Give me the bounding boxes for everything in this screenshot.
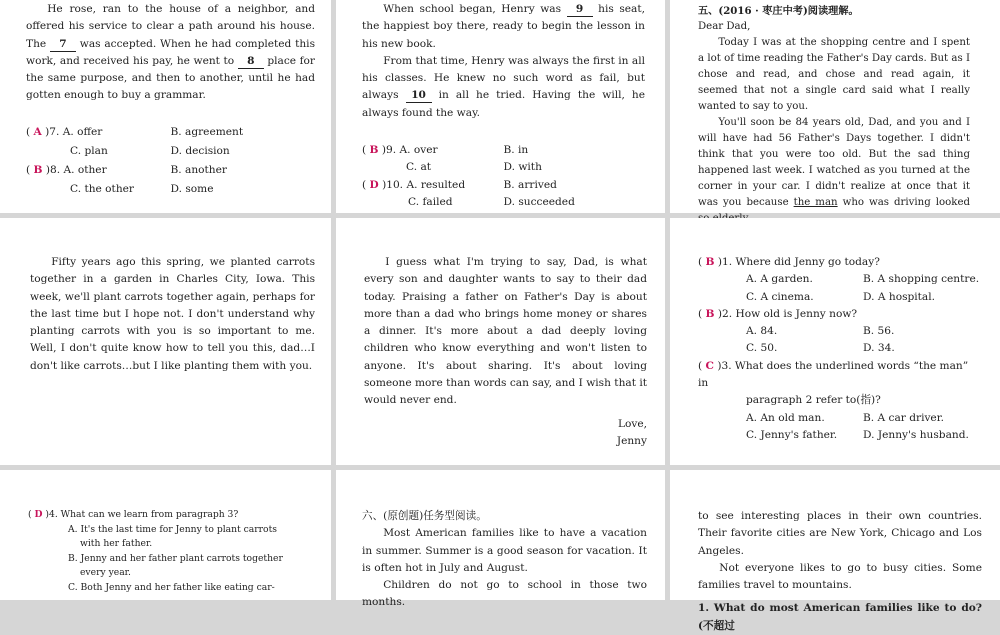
panel-letter-para3 bbox=[0, 218, 331, 465]
option-c: C. Jenny's father. bbox=[746, 428, 838, 441]
option-a: A. offer bbox=[62, 125, 103, 138]
option-d: D. some bbox=[170, 182, 214, 195]
panel-task-reading-cont bbox=[670, 470, 1000, 632]
answer-10: D bbox=[369, 178, 379, 191]
blank-9: 9 bbox=[567, 3, 593, 17]
option-c: C. plan bbox=[70, 144, 108, 157]
option-c: C. failed bbox=[408, 195, 453, 208]
option-c: C. A cinema. bbox=[746, 290, 814, 303]
question-7: ( A )7. A. offer B. agreement C. plan D. decision bbox=[26, 123, 315, 161]
question-3-stem-cont: paragraph 2 refer to(指)? bbox=[746, 394, 881, 407]
option-c: C. at bbox=[406, 161, 432, 174]
option-b: B. Jenny and her father plant carrots together bbox=[68, 552, 283, 564]
answer-8: B bbox=[33, 163, 43, 176]
option-a: A. other bbox=[63, 163, 107, 176]
option-b: B. A car driver. bbox=[863, 411, 944, 424]
option-a: A. resulted bbox=[406, 178, 466, 191]
letter-paragraph-3: Fifty years ago this spring, we planted carrots together in a garden in Charles City, Iowa. This week, we'll plant carrots together again, perhaps for the last time but I hope not. I don't understand why planting carrots with you is so important to me. Well, I don't quite know how to tell you this, dad…I don't like carrots…but I like planting them with you. bbox=[30, 256, 315, 372]
passage-text: his seat, the happiest boy there, ready to begin the lesson in his new book. bbox=[362, 3, 645, 50]
panel-cloze-part2 bbox=[336, 0, 665, 213]
blank-7: 7 bbox=[50, 38, 76, 52]
answer-4: D bbox=[34, 509, 43, 520]
panel-reading-letter bbox=[670, 0, 1000, 213]
option-b: B. 56. bbox=[863, 325, 895, 338]
passage-text: in all he tried. Having the will, he always found the way. bbox=[362, 89, 645, 119]
task-paragraph-2: Children do not go to school in those two months. bbox=[362, 579, 647, 609]
option-a: A. It's the last time for Jenny to plant carrots bbox=[68, 523, 277, 535]
option-d: D. with bbox=[503, 161, 542, 174]
option-a: A. over bbox=[399, 144, 438, 157]
letter-paragraph-1: Today I was at the shopping centre and I spent a lot of time reading the Father's Day cards. But as I chose and read, and chose and read again, it seemed that not a single card said what I really wanted to say to you. bbox=[698, 37, 970, 112]
option-d: D. decision bbox=[170, 144, 230, 157]
option-a: A. An old man. bbox=[746, 411, 825, 424]
letter-signature: Jenny bbox=[616, 434, 647, 447]
letter-closing: Love, bbox=[617, 417, 647, 430]
answer-9: B bbox=[369, 144, 379, 157]
answer-1: B bbox=[705, 256, 715, 268]
question-2: ( B )2. How old is Jenny now? A. 84. B. 56. C. 50. D. 34. bbox=[698, 306, 980, 358]
option-b: B. in bbox=[503, 144, 529, 157]
letter-greeting: Dear Dad, bbox=[698, 21, 751, 32]
cloze-passage-3 bbox=[362, 53, 645, 122]
option-b: B. agreement bbox=[170, 125, 244, 138]
passage-text: When school began, Henry was bbox=[383, 3, 562, 15]
letter-paragraph-4: I guess what I'm trying to say, Dad, is what every son and daughter wants to say to their dad today. Praising a father on Father's Day is about more than a dad who brings home money or shares a dinner. It's more about a dad deeply loving children who know everything and won't listen to anyone. It's about sharing. It's about loving someone more than words can say, and I wish that it would never end. bbox=[364, 256, 647, 407]
panel-task-reading bbox=[336, 470, 665, 609]
letter-paragraph-2: You'll soon be 84 years old, Dad, and you and I will have had 56 Father's Days together. I didn't think that you were too old. But the sad thing happened last week. I watched as you turned at the corner in your car. I didn't realize at once that it was you because the man who was driving looked bbox=[698, 117, 970, 208]
option-b: B. arrived bbox=[503, 178, 557, 191]
answer-3: C bbox=[705, 359, 714, 372]
blank-10: 10 bbox=[406, 89, 432, 103]
panel-questions-1-3 bbox=[670, 218, 1000, 465]
option-b-cont: every year. bbox=[80, 567, 131, 579]
option-c: C. 50. bbox=[746, 342, 778, 355]
option-c: C. Both Jenny and her father like eating car- bbox=[68, 581, 275, 593]
question-9: ( B )9. A. over B. in C. at D. with bbox=[362, 142, 645, 177]
option-a: A. A garden. bbox=[746, 273, 813, 286]
option-b: B. another bbox=[170, 163, 227, 176]
task-paragraph-1: Most American families like to have a vacation in summer. Summer is a good season for vacation. It is often hot in July and August. bbox=[362, 527, 647, 574]
option-d: D. succeeded bbox=[503, 195, 575, 208]
answer-7: A bbox=[33, 125, 42, 138]
task-question-1: 1. What do most American families like to do? (不超过 bbox=[698, 602, 982, 632]
underlined-the-man: the man bbox=[793, 197, 838, 208]
question-3: ( C )3. What does the underlined words “the man” in paragraph 2 refer to(指)? A. An old man. B. A car driver. C. Jenny's father. D. Jenny's husband. bbox=[698, 358, 980, 444]
question-8: ( B )8. A. other B. another C. the other D. some bbox=[26, 161, 315, 199]
panel-question-4 bbox=[0, 470, 331, 600]
passage-text: He rose, ran to the house of a neighbor, and offered his service to clear a path around his house. The bbox=[26, 3, 315, 50]
cloze-passage-2 bbox=[362, 1, 645, 53]
question-1: ( B )1. Where did Jenny go today? A. A garden. B. A shopping centre. C. A cinema. D. A hospital. bbox=[698, 254, 980, 306]
option-d: D. Jenny's husband. bbox=[863, 428, 969, 441]
option-b: B. A shopping centre. bbox=[863, 273, 980, 286]
passage-text: place for the same purpose, and then to another, until he had gotten enough to buy a grammar. bbox=[26, 54, 315, 102]
option-d: D. A hospital. bbox=[863, 290, 936, 303]
option-a-cont: with her father. bbox=[80, 538, 153, 550]
option-d: D. 34. bbox=[863, 342, 895, 355]
question-10: ( D )10. A. resulted B. arrived C. failed D. succeeded bbox=[362, 177, 645, 212]
option-a: A. 84. bbox=[746, 325, 778, 338]
panel-letter-para4 bbox=[336, 218, 665, 465]
blank-8: 8 bbox=[238, 55, 264, 69]
option-c: C. the other bbox=[70, 182, 134, 195]
passage-text: From that time, Henry was always the first in all his classes. He knew no such word as fail, but always bbox=[362, 54, 645, 102]
cloze-passage-1 bbox=[26, 1, 315, 105]
question-4: ( D )4. What can we learn from paragraph 3? A. It's the last time for Jenny to plant carrots with her father. B. Jenny and her father plant carrots together every year. C. Both Jenny and her father like eating car- bbox=[28, 508, 311, 596]
task-paragraph-cont: to see interesting places in their own countries. Their favorite cities are New York, Chicago and Los Angeles. bbox=[698, 510, 982, 557]
answer-2: B bbox=[705, 307, 715, 320]
passage-text: was accepted. When he had completed this work, and received his pay, he went to bbox=[26, 37, 316, 67]
panel-cloze-part1 bbox=[0, 0, 331, 213]
task-paragraph-3: Not everyone likes to go to busy cities. Some families travel to mountains. bbox=[698, 561, 982, 592]
section-heading: 五、(2016 · 枣庄中考)阅读理解。 bbox=[698, 5, 859, 17]
section-heading-6: 六、(原创题)任务型阅读。 bbox=[362, 510, 487, 522]
